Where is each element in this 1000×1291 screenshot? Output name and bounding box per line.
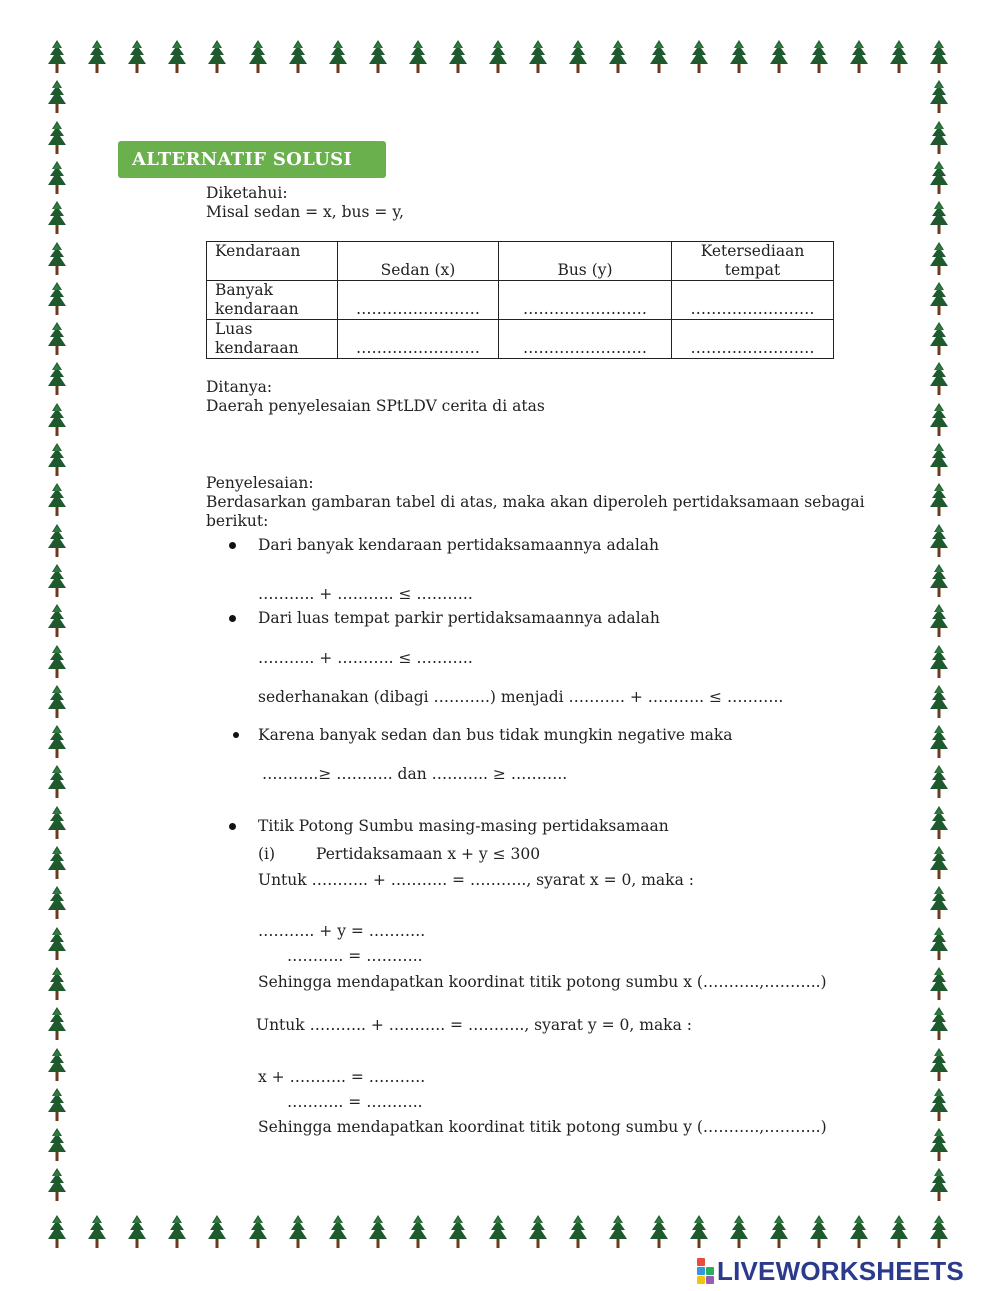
- pine-tree-icon: [47, 524, 67, 560]
- row-label-line1: Banyak: [215, 281, 274, 299]
- pine-tree-icon: [929, 927, 949, 963]
- pine-tree-icon: [608, 40, 628, 76]
- pine-tree-icon: [127, 40, 147, 76]
- pine-tree-icon: [769, 1215, 789, 1251]
- pine-tree-icon: [568, 1215, 588, 1251]
- pine-tree-icon: [47, 80, 67, 116]
- pine-tree-icon: [929, 242, 949, 278]
- bullet-4-inequality: Pertidaksamaan x + y ≤ 300: [316, 845, 541, 863]
- pine-tree-icon: [809, 40, 829, 76]
- logo-text: LIVEWORKSHEETS: [717, 1255, 964, 1286]
- blank-cell[interactable]: ……………………: [672, 320, 834, 359]
- blank-cell[interactable]: ……………………: [499, 281, 672, 320]
- pine-tree-icon: [809, 1215, 829, 1251]
- pine-tree-icon: [929, 362, 949, 398]
- pine-tree-icon: [47, 322, 67, 358]
- pine-tree-icon: [448, 40, 468, 76]
- pine-tree-icon: [47, 967, 67, 1003]
- pine-tree-icon: [47, 886, 67, 922]
- table-row: [207, 320, 834, 359]
- blank-cell[interactable]: ……………………: [499, 320, 672, 359]
- header-kendaraan: Kendaraan: [207, 242, 338, 281]
- pine-tree-icon: [47, 403, 67, 439]
- pine-tree-icon: [929, 967, 949, 1003]
- pine-tree-icon: [47, 645, 67, 681]
- pine-tree-icon: [889, 40, 909, 76]
- row-label-banyak: [207, 281, 338, 320]
- bullet-3-equation[interactable]: ………..≥ ……….. dan ……….. ≥ ………..: [262, 765, 568, 783]
- pine-tree-icon: [929, 40, 949, 76]
- pine-tree-icon: [47, 927, 67, 963]
- pine-tree-icon: [47, 1088, 67, 1124]
- pine-tree-icon: [929, 322, 949, 358]
- bullet-dot: [229, 542, 236, 549]
- bullet-4-number: (i): [258, 845, 276, 863]
- pine-tree-icon: [328, 1215, 348, 1251]
- bullet-1-equation[interactable]: ……….. + ……….. ≤ ………..: [258, 585, 473, 603]
- bullet-1-text: Dari banyak kendaraan pertidaksamaannya adalah: [258, 536, 660, 554]
- pine-tree-icon: [649, 1215, 669, 1251]
- pine-tree-icon: [929, 403, 949, 439]
- bullet-2-simplify[interactable]: sederhanakan (dibagi ………..) menjadi ……….. + ……….. ≤ ………..: [258, 688, 784, 706]
- pine-tree-icon: [47, 40, 67, 76]
- pine-tree-icon: [528, 1215, 548, 1251]
- pine-tree-icon: [729, 40, 749, 76]
- pine-tree-icon: [448, 1215, 468, 1251]
- table-row: [207, 281, 834, 320]
- pine-tree-icon: [47, 1128, 67, 1164]
- pine-tree-icon: [167, 1215, 187, 1251]
- pine-tree-icon: [47, 685, 67, 721]
- pine-tree-icon: [929, 443, 949, 479]
- pine-tree-icon: [87, 1215, 107, 1251]
- pine-tree-icon: [929, 806, 949, 842]
- pine-tree-icon: [849, 1215, 869, 1251]
- pine-tree-icon: [47, 362, 67, 398]
- pine-tree-icon: [929, 645, 949, 681]
- pine-tree-icon: [568, 40, 588, 76]
- pine-tree-icon: [929, 604, 949, 640]
- pine-tree-icon: [929, 161, 949, 197]
- row-label-line2: kendaraan: [215, 300, 299, 318]
- diketahui-title: Diketahui:: [206, 184, 288, 202]
- row-label-line2: kendaraan: [215, 339, 299, 357]
- pine-tree-icon: [488, 40, 508, 76]
- ditanya-text: Daerah penyelesaian SPtLDV cerita di atas: [206, 397, 545, 415]
- y-equation-1[interactable]: x + ……….. = ………..: [258, 1068, 426, 1086]
- misal-text: Misal sedan = x, bus = y,: [206, 203, 404, 221]
- bullet-dot: [229, 823, 236, 830]
- blank-cell[interactable]: ……………………: [672, 281, 834, 320]
- pine-tree-icon: [889, 1215, 909, 1251]
- pine-tree-icon: [649, 40, 669, 76]
- pine-tree-icon: [47, 1215, 67, 1251]
- pine-tree-icon: [689, 40, 709, 76]
- pine-tree-icon: [47, 564, 67, 600]
- x-equation-2[interactable]: ……….. = ………..: [287, 947, 423, 965]
- pine-tree-icon: [47, 1007, 67, 1043]
- pine-tree-icon: [368, 40, 388, 76]
- header-ketersediaan-line2: tempat: [724, 261, 781, 279]
- pine-tree-icon: [47, 725, 67, 761]
- pine-tree-icon: [929, 1128, 949, 1164]
- vehicle-table: [206, 241, 834, 359]
- penyelesaian-title: Penyelesaian:: [206, 474, 314, 492]
- row-label-luas: [207, 320, 338, 359]
- pine-tree-icon: [929, 725, 949, 761]
- pine-tree-icon: [167, 40, 187, 76]
- pine-tree-icon: [248, 40, 268, 76]
- pine-tree-icon: [929, 1168, 949, 1204]
- untuk-y-line[interactable]: Untuk ……….. + ……….. = ……….., syarat y = 0, maka :: [256, 1016, 692, 1034]
- pine-tree-icon: [929, 765, 949, 801]
- pine-tree-icon: [47, 121, 67, 157]
- pine-tree-icon: [328, 40, 348, 76]
- pine-tree-icon: [127, 1215, 147, 1251]
- pine-tree-icon: [207, 40, 227, 76]
- bullet-dot: [229, 615, 236, 622]
- pine-tree-icon: [729, 1215, 749, 1251]
- table-header-row: [207, 242, 834, 281]
- penyelesaian-intro-line1: Berdasarkan gambaran tabel di atas, maka akan diperoleh pertidaksamaan sebagai: [206, 493, 865, 511]
- pine-tree-icon: [929, 1048, 949, 1084]
- penyelesaian-intro-line2: berikut:: [206, 512, 269, 530]
- result-x-line[interactable]: Sehingga mendapatkan koordinat titik potong sumbu x (………..,………..): [258, 973, 827, 991]
- logo-tiles-icon: [697, 1258, 714, 1284]
- pine-tree-icon: [528, 40, 548, 76]
- pine-tree-icon: [47, 443, 67, 479]
- pine-tree-icon: [488, 1215, 508, 1251]
- pine-tree-icon: [929, 524, 949, 560]
- pine-tree-icon: [689, 1215, 709, 1251]
- pine-tree-icon: [47, 806, 67, 842]
- bullet-4-text: Titik Potong Sumbu masing-masing pertidaksamaan: [258, 817, 669, 835]
- blank-cell[interactable]: ……………………: [338, 320, 499, 359]
- pine-tree-icon: [288, 40, 308, 76]
- pine-tree-icon: [929, 121, 949, 157]
- pine-tree-icon: [929, 846, 949, 882]
- pine-tree-icon: [47, 201, 67, 237]
- header-sedan: Sedan (x): [338, 242, 499, 281]
- row-label-line1: Luas: [215, 320, 253, 338]
- pine-tree-icon: [929, 685, 949, 721]
- section-header-alternatif-solusi: ALTERNATIF SOLUSI: [118, 141, 386, 178]
- pine-tree-icon: [929, 201, 949, 237]
- pine-tree-icon: [47, 1168, 67, 1204]
- pine-tree-icon: [408, 40, 428, 76]
- bullet-2-equation[interactable]: ……….. + ……….. ≤ ………..: [258, 649, 473, 667]
- pine-tree-icon: [929, 1215, 949, 1251]
- pine-tree-icon: [929, 282, 949, 318]
- header-ketersediaan: [672, 242, 834, 281]
- pine-tree-icon: [47, 161, 67, 197]
- untuk-x-line[interactable]: Untuk ……….. + ……….. = ……….., syarat x = 0, maka :: [258, 871, 694, 889]
- pine-tree-icon: [87, 40, 107, 76]
- pine-tree-icon: [47, 282, 67, 318]
- pine-tree-icon: [288, 1215, 308, 1251]
- pine-tree-icon: [47, 1048, 67, 1084]
- liveworksheets-logo: [697, 1257, 964, 1285]
- pine-tree-icon: [929, 886, 949, 922]
- header-bus: Bus (y): [499, 242, 672, 281]
- bullet-dot: [233, 732, 239, 738]
- blank-cell[interactable]: ……………………: [338, 281, 499, 320]
- pine-tree-icon: [368, 1215, 388, 1251]
- bullet-2-text: Dari luas tempat parkir pertidaksamaannya adalah: [258, 609, 660, 627]
- pine-tree-icon: [929, 80, 949, 116]
- header-ketersediaan-line1: Ketersediaan: [700, 242, 805, 260]
- pine-tree-icon: [207, 1215, 227, 1251]
- pine-tree-icon: [929, 1088, 949, 1124]
- pine-tree-icon: [769, 40, 789, 76]
- x-equation-1[interactable]: ……….. + y = ………..: [258, 922, 426, 940]
- pine-tree-icon: [47, 483, 67, 519]
- pine-tree-icon: [47, 242, 67, 278]
- result-y-line[interactable]: Sehingga mendapatkan koordinat titik potong sumbu y (………..,………..): [258, 1118, 827, 1136]
- pine-tree-icon: [408, 1215, 428, 1251]
- pine-tree-icon: [248, 1215, 268, 1251]
- pine-tree-icon: [929, 564, 949, 600]
- y-equation-2[interactable]: ……….. = ………..: [287, 1093, 423, 1111]
- pine-tree-icon: [47, 765, 67, 801]
- pine-tree-icon: [929, 1007, 949, 1043]
- pine-tree-icon: [849, 40, 869, 76]
- pine-tree-icon: [47, 846, 67, 882]
- pine-tree-icon: [929, 483, 949, 519]
- ditanya-title: Ditanya:: [206, 378, 273, 396]
- pine-tree-icon: [608, 1215, 628, 1251]
- bullet-3-text: Karena banyak sedan dan bus tidak mungkin negative maka: [258, 726, 733, 744]
- pine-tree-icon: [47, 604, 67, 640]
